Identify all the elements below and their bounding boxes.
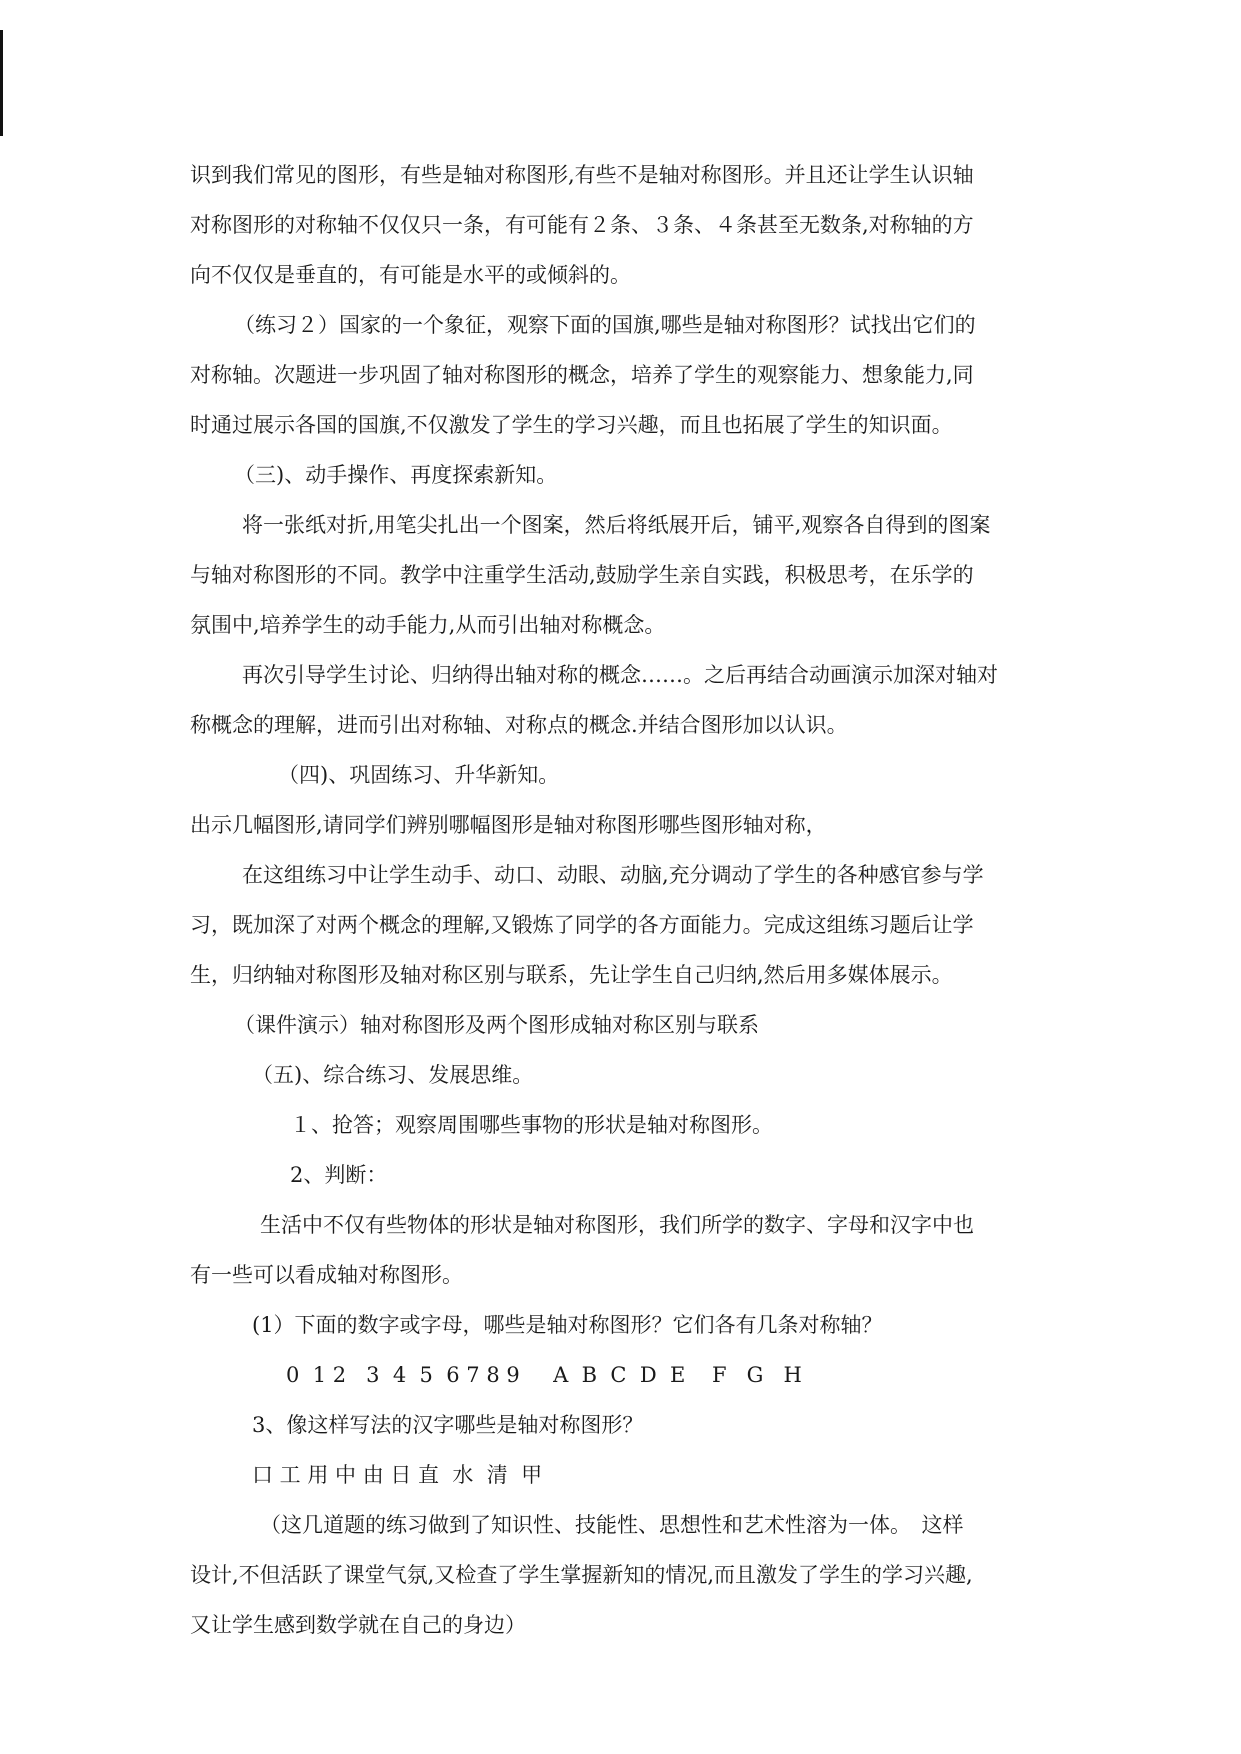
- text-line: 有一些可以看成轴对称图形。: [190, 1263, 463, 1287]
- section-heading: （五)、综合练习、发展思维。: [252, 1063, 534, 1087]
- paragraph-practice-group: [190, 850, 1060, 1000]
- text-line: 生，归纳轴对称图形及轴对称区别与联系，先让学生自己归纳,然后用多媒体展示。: [190, 963, 953, 987]
- text-line: 在这组练习中让学生动手、动口、动眼、动脑,充分调动了学生的各种感官参与学: [242, 863, 984, 887]
- text-line: 对称轴。次题进一步巩固了轴对称图形的概念，培养了学生的观察能力、想象能力,同: [190, 363, 974, 387]
- text-line: 识到我们常见的图形，有些是轴对称图形,有些不是轴对称图形。并且还让学生认识轴: [190, 163, 974, 187]
- text-line: 出示几幅图形,请同学们辨别哪幅图形是轴对称图形哪些图形轴对称，: [190, 813, 827, 837]
- section-heading: （三)、动手操作、再度探索新知。: [234, 463, 558, 487]
- text-line: (1）下面的数字或字母，哪些是轴对称图形？它们各有几条对称轴？: [252, 1313, 883, 1337]
- paragraph-summary: [190, 1500, 1060, 1650]
- paragraph-courseware-demo: [190, 1000, 1060, 1050]
- text-line: 对称图形的对称轴不仅仅只一条，有可能有２条、３条、４条甚至无数条,对称轴的方: [190, 213, 974, 237]
- text-line: （课件演示）轴对称图形及两个图形成轴对称区别与联系: [234, 1013, 759, 1037]
- text-line: 氛围中,培养学生的动手能力,从而引出轴对称概念。: [190, 613, 666, 637]
- characters-row: [190, 1450, 1060, 1500]
- text-line: 生活中不仅有些物体的形状是轴对称图形，我们所学的数字、字母和汉字中也: [260, 1213, 974, 1237]
- text-line: 与轴对称图形的不同。教学中注重学生活动,鼓励学生亲自实践，积极思考，在乐学的: [190, 563, 974, 587]
- text-line: 称概念的理解，进而引出对称轴、对称点的概念.并结合图形加以认识。: [190, 713, 848, 737]
- heading-section-3: [190, 450, 1060, 500]
- text-line: 3、像这样写法的汉字哪些是轴对称图形？: [252, 1413, 644, 1437]
- text-line: 2、判断：: [290, 1163, 388, 1187]
- paragraph-axis-concept: [190, 650, 1060, 750]
- heading-section-5: [190, 1050, 1060, 1100]
- paragraph-paper-folding: [190, 500, 1060, 650]
- text-line: １、抢答；观察周围哪些事物的形状是轴对称图形。: [290, 1113, 773, 1137]
- paragraph-show-figures: [190, 800, 1060, 850]
- section-heading: （四)、巩固练习、升华新知。: [278, 763, 560, 787]
- text-line: 习，既加深了对两个概念的理解,又锻炼了同学的各方面能力。完成这组练习题后让学: [190, 913, 974, 937]
- text-line: 向不仅仅是垂直的，有可能是水平的或倾斜的。: [190, 263, 631, 287]
- symbols-row: [190, 1350, 1060, 1400]
- text-line: （练习２）国家的一个象征，观察下面的国旗,哪些是轴对称图形？试找出它们的: [234, 313, 976, 337]
- document-page: [190, 150, 1060, 1650]
- paragraph-life-examples: [190, 1200, 1060, 1300]
- digits-letters: 0 1 2 3 4 5 6 7 8 9 A B C D E F G H: [286, 1363, 802, 1387]
- question-2: [190, 1150, 1060, 1200]
- paragraph-axis-symmetry-intro: [190, 150, 1060, 300]
- question-3: [190, 1400, 1060, 1450]
- chinese-characters: 口 工 用 中 由 日 直 水 清 甲: [252, 1463, 543, 1487]
- text-line: 将一张纸对折,用笔尖扎出一个图案，然后将纸展开后，铺平,观察各自得到的图案: [242, 513, 991, 537]
- text-line: 再次引导学生讨论、归纳得出轴对称的概念……。之后再结合动画演示加深对轴对: [242, 663, 998, 687]
- text-line: 时通过展示各国的国旗,不仅激发了学生的学习兴趣，而且也拓展了学生的知识面。: [190, 413, 953, 437]
- question-2-1: [190, 1300, 1060, 1350]
- text-line: （这几道题的练习做到了知识性、技能性、思想性和艺术性溶为一体。 这样: [260, 1513, 964, 1537]
- paragraph-exercise-2: [190, 300, 1060, 450]
- page-edge-mark: [0, 30, 3, 136]
- text-line: 又让学生感到数学就在自己的身边）: [190, 1613, 526, 1637]
- question-1: [190, 1100, 1060, 1150]
- heading-section-4: [190, 750, 1060, 800]
- text-line: 设计,不但活跃了课堂气氛,又检查了学生掌握新知的情况,而且激发了学生的学习兴趣,: [190, 1563, 973, 1587]
